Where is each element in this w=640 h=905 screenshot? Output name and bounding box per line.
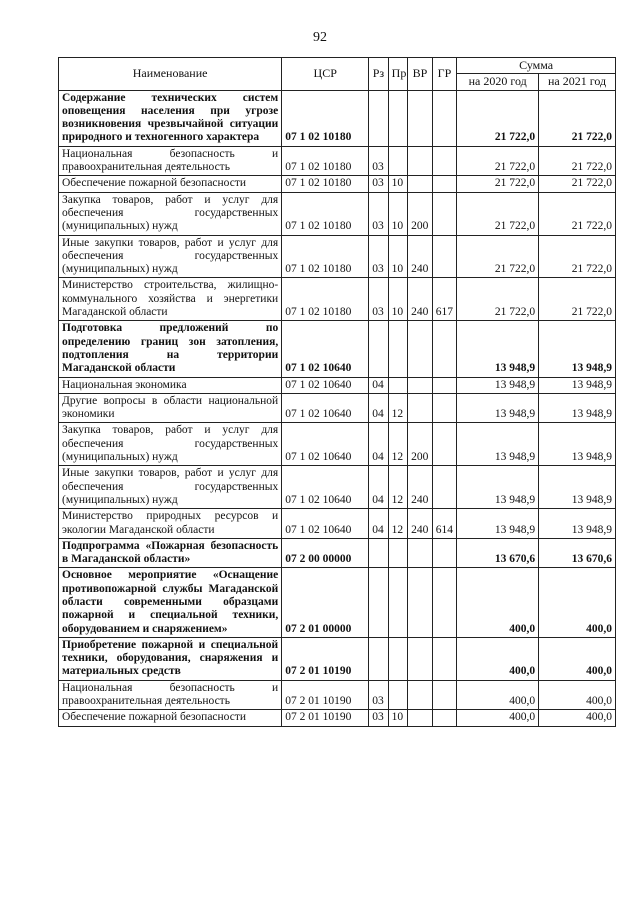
cell-pr: 12 — [388, 423, 407, 466]
table-row — [59, 466, 616, 509]
cell-csr: 07 2 01 10190 — [282, 680, 369, 710]
cell-pr: 10 — [388, 278, 407, 321]
cell-vr — [408, 710, 433, 726]
cell-vr — [408, 377, 433, 393]
cell-sum-2020: 21 722,0 — [457, 90, 539, 146]
table-row — [59, 146, 616, 176]
cell-sum-2020: 400,0 — [457, 710, 539, 726]
cell-csr: 07 1 02 10640 — [282, 377, 369, 393]
cell-gr — [432, 146, 457, 176]
cell-vr: 240 — [408, 235, 433, 278]
cell-csr: 07 1 02 10640 — [282, 423, 369, 466]
cell-pr: 10 — [388, 235, 407, 278]
cell-name: Национальная безопасность и правоохранительная деятельность — [59, 680, 282, 710]
cell-name: Министерство природных ресурсов и экологии Магаданской области — [59, 509, 282, 539]
cell-pr — [388, 568, 407, 637]
cell-sum-2020: 13 670,6 — [457, 538, 539, 568]
cell-pr — [388, 321, 407, 377]
cell-rz: 04 — [369, 509, 388, 539]
table-row — [59, 192, 616, 235]
table-row — [59, 176, 616, 192]
cell-sum-2020: 21 722,0 — [457, 278, 539, 321]
cell-sum-2021: 13 948,9 — [539, 423, 616, 466]
header-gr: ГР — [432, 58, 457, 91]
cell-sum-2020: 400,0 — [457, 637, 539, 680]
cell-sum-2021: 21 722,0 — [539, 235, 616, 278]
cell-pr — [388, 377, 407, 393]
header-pr: Пр — [388, 58, 407, 91]
cell-name: Подпрограмма «Пожарная безопасность в Магаданской области» — [59, 538, 282, 568]
cell-name: Министерство строительства, жилищно-коммунального хозяйства и энергетики Магаданской области — [59, 278, 282, 321]
cell-sum-2020: 13 948,9 — [457, 393, 539, 423]
cell-sum-2020: 21 722,0 — [457, 192, 539, 235]
cell-csr: 07 2 00 00000 — [282, 538, 369, 568]
table-row — [59, 235, 616, 278]
cell-name: Обеспечение пожарной безопасности — [59, 176, 282, 192]
cell-sum-2020: 400,0 — [457, 680, 539, 710]
cell-name: Закупка товаров, работ и услуг для обеспечения государственных (муниципальных) нужд — [59, 423, 282, 466]
cell-sum-2021: 400,0 — [539, 568, 616, 637]
cell-gr — [432, 192, 457, 235]
cell-rz: 03 — [369, 710, 388, 726]
cell-rz: 03 — [369, 146, 388, 176]
header-row — [59, 58, 616, 74]
cell-pr — [388, 680, 407, 710]
cell-rz — [369, 538, 388, 568]
cell-vr — [408, 321, 433, 377]
header-vr: ВР — [408, 58, 433, 91]
cell-vr — [408, 146, 433, 176]
cell-name: Национальная безопасность и правоохранительная деятельность — [59, 146, 282, 176]
cell-sum-2021: 13 670,6 — [539, 538, 616, 568]
cell-csr: 07 1 02 10180 — [282, 235, 369, 278]
cell-pr — [388, 90, 407, 146]
cell-pr: 12 — [388, 393, 407, 423]
cell-pr: 10 — [388, 710, 407, 726]
cell-gr: 614 — [432, 509, 457, 539]
table-row — [59, 90, 616, 146]
table-row — [59, 321, 616, 377]
cell-gr — [432, 710, 457, 726]
cell-rz — [369, 90, 388, 146]
cell-csr: 07 1 02 10640 — [282, 509, 369, 539]
budget-table — [58, 57, 616, 727]
cell-rz: 03 — [369, 176, 388, 192]
cell-sum-2020: 400,0 — [457, 568, 539, 637]
cell-csr: 07 2 01 00000 — [282, 568, 369, 637]
header-name: Наименование — [59, 58, 282, 91]
cell-sum-2021: 400,0 — [539, 637, 616, 680]
header-csr: ЦСР — [282, 58, 369, 91]
cell-rz: 04 — [369, 377, 388, 393]
cell-sum-2020: 13 948,9 — [457, 423, 539, 466]
table-body — [59, 90, 616, 726]
cell-sum-2020: 21 722,0 — [457, 146, 539, 176]
cell-pr — [388, 637, 407, 680]
cell-sum-2021: 13 948,9 — [539, 377, 616, 393]
header-sum-2021: на 2021 год — [539, 74, 616, 90]
cell-name: Основное мероприятие «Оснащение противопожарной службы Магаданской области современными образцами пожарной и специальной техники, оборудованием и снаряжением» — [59, 568, 282, 637]
cell-vr — [408, 393, 433, 423]
cell-gr — [432, 466, 457, 509]
cell-rz: 03 — [369, 235, 388, 278]
cell-gr — [432, 568, 457, 637]
cell-sum-2021: 21 722,0 — [539, 90, 616, 146]
cell-sum-2020: 13 948,9 — [457, 466, 539, 509]
cell-pr — [388, 538, 407, 568]
cell-name: Иные закупки товаров, работ и услуг для обеспечения государственных (муниципальных) нужд — [59, 235, 282, 278]
cell-csr: 07 1 02 10180 — [282, 176, 369, 192]
cell-pr: 10 — [388, 176, 407, 192]
cell-pr: 12 — [388, 466, 407, 509]
cell-vr — [408, 90, 433, 146]
cell-sum-2020: 21 722,0 — [457, 176, 539, 192]
table-row — [59, 637, 616, 680]
cell-vr: 240 — [408, 509, 433, 539]
cell-csr: 07 1 02 10640 — [282, 466, 369, 509]
cell-csr: 07 2 01 10190 — [282, 637, 369, 680]
cell-gr — [432, 176, 457, 192]
cell-csr: 07 1 02 10640 — [282, 321, 369, 377]
cell-vr — [408, 538, 433, 568]
cell-sum-2020: 13 948,9 — [457, 509, 539, 539]
cell-csr: 07 1 02 10180 — [282, 90, 369, 146]
cell-name: Другие вопросы в области национальной экономики — [59, 393, 282, 423]
cell-sum-2021: 21 722,0 — [539, 146, 616, 176]
cell-csr: 07 1 02 10180 — [282, 146, 369, 176]
cell-rz — [369, 568, 388, 637]
table-row — [59, 568, 616, 637]
table-row — [59, 538, 616, 568]
cell-sum-2021: 21 722,0 — [539, 192, 616, 235]
cell-name: Обеспечение пожарной безопасности — [59, 710, 282, 726]
cell-name: Национальная экономика — [59, 377, 282, 393]
cell-sum-2021: 400,0 — [539, 680, 616, 710]
cell-sum-2021: 400,0 — [539, 710, 616, 726]
cell-csr: 07 1 02 10180 — [282, 278, 369, 321]
cell-sum-2020: 13 948,9 — [457, 321, 539, 377]
cell-gr — [432, 538, 457, 568]
cell-pr: 10 — [388, 192, 407, 235]
cell-rz — [369, 637, 388, 680]
cell-vr: 240 — [408, 466, 433, 509]
cell-name: Содержание технических систем оповещения населения при угрозе возникновения чрезвычайной ситуации природного и техногенного характера — [59, 90, 282, 146]
cell-rz: 04 — [369, 466, 388, 509]
cell-gr — [432, 90, 457, 146]
cell-vr: 200 — [408, 192, 433, 235]
cell-gr: 617 — [432, 278, 457, 321]
cell-sum-2020: 21 722,0 — [457, 235, 539, 278]
cell-sum-2021: 21 722,0 — [539, 176, 616, 192]
cell-rz: 04 — [369, 423, 388, 466]
header-sum-2020: на 2020 год — [457, 74, 539, 90]
cell-gr — [432, 680, 457, 710]
cell-csr: 07 2 01 10190 — [282, 710, 369, 726]
cell-gr — [432, 321, 457, 377]
cell-sum-2020: 13 948,9 — [457, 377, 539, 393]
cell-name: Приобретение пожарной и специальной техники, оборудования, снаряжения и материальных средств — [59, 637, 282, 680]
cell-gr — [432, 235, 457, 278]
cell-sum-2021: 21 722,0 — [539, 278, 616, 321]
cell-sum-2021: 13 948,9 — [539, 466, 616, 509]
cell-rz: 04 — [369, 393, 388, 423]
cell-rz: 03 — [369, 680, 388, 710]
cell-vr — [408, 568, 433, 637]
cell-gr — [432, 423, 457, 466]
cell-rz — [369, 321, 388, 377]
table-row — [59, 509, 616, 539]
cell-pr — [388, 146, 407, 176]
table-row — [59, 393, 616, 423]
header-sum: Сумма — [457, 58, 616, 74]
cell-pr: 12 — [388, 509, 407, 539]
cell-csr: 07 1 02 10180 — [282, 192, 369, 235]
cell-rz: 03 — [369, 192, 388, 235]
cell-rz: 03 — [369, 278, 388, 321]
cell-sum-2021: 13 948,9 — [539, 509, 616, 539]
cell-sum-2021: 13 948,9 — [539, 393, 616, 423]
cell-vr — [408, 176, 433, 192]
page-number: 92 — [313, 30, 327, 45]
cell-csr: 07 1 02 10640 — [282, 393, 369, 423]
cell-vr: 240 — [408, 278, 433, 321]
cell-vr — [408, 680, 433, 710]
table-row — [59, 680, 616, 710]
header-rz: Рз — [369, 58, 388, 91]
cell-sum-2021: 13 948,9 — [539, 321, 616, 377]
cell-name: Подготовка предложений по определению границ зон затопления, подтопления на территории Магаданской области — [59, 321, 282, 377]
table-row — [59, 278, 616, 321]
cell-gr — [432, 393, 457, 423]
table-row — [59, 377, 616, 393]
table-row — [59, 423, 616, 466]
table-row — [59, 710, 616, 726]
cell-gr — [432, 377, 457, 393]
cell-name: Закупка товаров, работ и услуг для обеспечения государственных (муниципальных) нужд — [59, 192, 282, 235]
cell-vr: 200 — [408, 423, 433, 466]
cell-gr — [432, 637, 457, 680]
cell-name: Иные закупки товаров, работ и услуг для обеспечения государственных (муниципальных) нужд — [59, 466, 282, 509]
cell-vr — [408, 637, 433, 680]
